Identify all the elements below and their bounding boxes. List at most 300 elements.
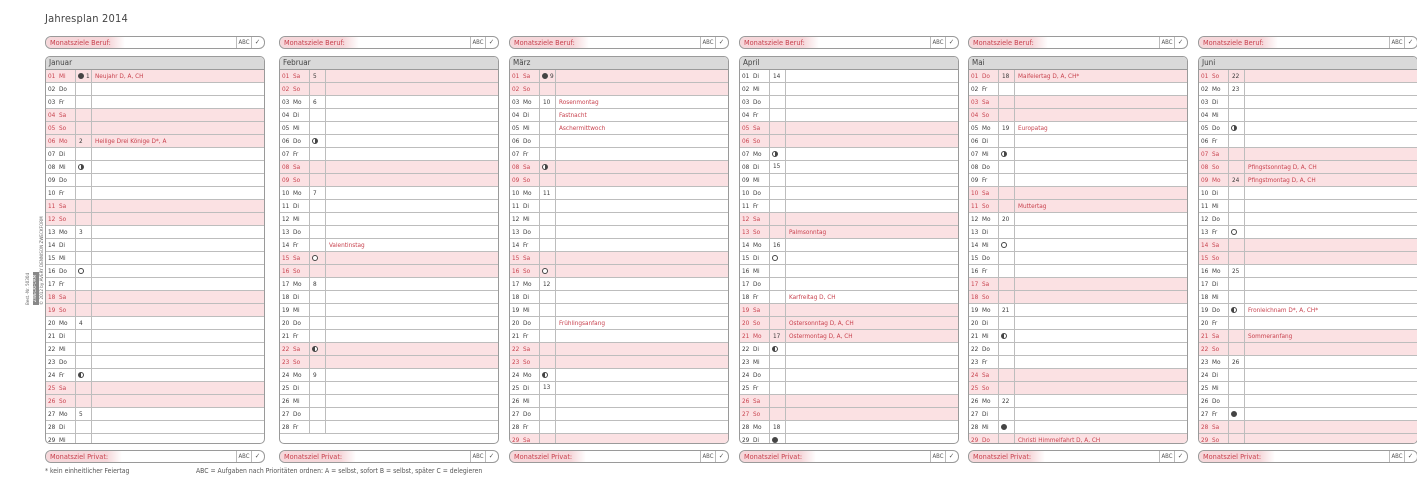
day-row[interactable] bbox=[740, 200, 958, 213]
day-row[interactable] bbox=[1199, 304, 1417, 317]
day-row[interactable] bbox=[969, 369, 1187, 382]
event-cell[interactable] bbox=[91, 343, 264, 355]
day-row[interactable] bbox=[510, 148, 728, 161]
event-cell[interactable] bbox=[785, 96, 958, 108]
day-row[interactable] bbox=[46, 343, 264, 356]
day-row[interactable] bbox=[740, 369, 958, 382]
event-cell[interactable] bbox=[1014, 239, 1187, 251]
day-row[interactable] bbox=[510, 330, 728, 343]
event-cell[interactable] bbox=[1244, 291, 1417, 303]
day-row[interactable] bbox=[280, 122, 498, 135]
monthly-goal-private-field[interactable] bbox=[1198, 450, 1417, 463]
event-cell[interactable] bbox=[91, 200, 264, 212]
day-row[interactable] bbox=[969, 356, 1187, 369]
event-cell[interactable] bbox=[785, 252, 958, 264]
day-row[interactable] bbox=[46, 382, 264, 395]
event-cell[interactable] bbox=[1014, 148, 1187, 160]
monthly-goal-private-field[interactable] bbox=[509, 450, 729, 463]
day-row[interactable] bbox=[1199, 122, 1417, 135]
day-row[interactable] bbox=[510, 382, 728, 395]
day-row[interactable] bbox=[969, 70, 1187, 83]
event-cell[interactable]: Pfingstsonntag D, A, CH bbox=[1244, 161, 1417, 173]
day-row[interactable] bbox=[969, 83, 1187, 96]
day-row[interactable] bbox=[510, 226, 728, 239]
event-cell[interactable] bbox=[785, 83, 958, 95]
day-row[interactable] bbox=[740, 252, 958, 265]
event-cell[interactable] bbox=[325, 187, 498, 199]
day-row[interactable] bbox=[740, 317, 958, 330]
day-row[interactable] bbox=[1199, 382, 1417, 395]
event-cell[interactable] bbox=[91, 421, 264, 433]
event-cell[interactable] bbox=[1014, 252, 1187, 264]
event-cell[interactable] bbox=[325, 122, 498, 134]
event-cell[interactable] bbox=[1244, 135, 1417, 147]
event-cell[interactable] bbox=[1014, 187, 1187, 199]
check-icon[interactable]: ✓ bbox=[251, 451, 263, 462]
event-cell[interactable] bbox=[1014, 343, 1187, 355]
day-row[interactable] bbox=[969, 317, 1187, 330]
event-cell[interactable]: Fronleichnam D*, A, CH* bbox=[1244, 304, 1417, 316]
day-row[interactable] bbox=[969, 343, 1187, 356]
event-cell[interactable]: Europatag bbox=[1014, 122, 1187, 134]
event-cell[interactable] bbox=[1014, 369, 1187, 381]
day-row[interactable] bbox=[740, 382, 958, 395]
day-row[interactable] bbox=[740, 304, 958, 317]
event-cell[interactable] bbox=[555, 70, 728, 82]
day-row[interactable] bbox=[510, 187, 728, 200]
day-row[interactable] bbox=[510, 83, 728, 96]
day-row[interactable] bbox=[740, 356, 958, 369]
check-icon[interactable]: ✓ bbox=[485, 451, 497, 462]
event-cell[interactable]: Fastnacht bbox=[555, 109, 728, 121]
event-cell[interactable] bbox=[1244, 356, 1417, 368]
day-row[interactable] bbox=[969, 187, 1187, 200]
day-row[interactable] bbox=[46, 278, 264, 291]
day-row[interactable] bbox=[46, 395, 264, 408]
event-cell[interactable] bbox=[785, 200, 958, 212]
event-cell[interactable] bbox=[555, 239, 728, 251]
day-row[interactable] bbox=[969, 304, 1187, 317]
event-cell[interactable] bbox=[325, 213, 498, 225]
event-cell[interactable] bbox=[91, 278, 264, 290]
event-cell[interactable] bbox=[91, 291, 264, 303]
event-cell[interactable] bbox=[91, 304, 264, 316]
day-row[interactable] bbox=[510, 356, 728, 369]
event-cell[interactable] bbox=[785, 343, 958, 355]
day-row[interactable] bbox=[510, 135, 728, 148]
event-cell[interactable] bbox=[555, 356, 728, 368]
event-cell[interactable] bbox=[91, 109, 264, 121]
event-cell[interactable] bbox=[1014, 161, 1187, 173]
event-cell[interactable] bbox=[325, 252, 498, 264]
event-cell[interactable] bbox=[1014, 109, 1187, 121]
monthly-goal-work-field[interactable] bbox=[968, 36, 1188, 49]
monthly-goal-private-pill[interactable] bbox=[968, 450, 1188, 463]
event-cell[interactable] bbox=[91, 226, 264, 238]
event-cell[interactable] bbox=[325, 70, 498, 82]
day-row[interactable] bbox=[46, 369, 264, 382]
event-cell[interactable] bbox=[325, 291, 498, 303]
event-cell[interactable] bbox=[555, 330, 728, 342]
day-row[interactable] bbox=[740, 122, 958, 135]
event-cell[interactable] bbox=[555, 187, 728, 199]
day-row[interactable] bbox=[1199, 317, 1417, 330]
day-row[interactable] bbox=[1199, 200, 1417, 213]
day-row[interactable] bbox=[969, 135, 1187, 148]
day-row[interactable] bbox=[969, 408, 1187, 421]
day-row[interactable] bbox=[280, 304, 498, 317]
event-cell[interactable] bbox=[1244, 148, 1417, 160]
event-cell[interactable] bbox=[91, 213, 264, 225]
event-cell[interactable] bbox=[1014, 265, 1187, 277]
day-row[interactable] bbox=[740, 408, 958, 421]
day-row[interactable] bbox=[1199, 343, 1417, 356]
event-cell[interactable] bbox=[91, 356, 264, 368]
day-row[interactable] bbox=[969, 226, 1187, 239]
day-row[interactable] bbox=[280, 395, 498, 408]
event-cell[interactable] bbox=[325, 226, 498, 238]
day-row[interactable] bbox=[1199, 148, 1417, 161]
day-row[interactable] bbox=[1199, 330, 1417, 343]
day-row[interactable] bbox=[46, 317, 264, 330]
day-row[interactable] bbox=[1199, 70, 1417, 83]
day-row[interactable] bbox=[46, 213, 264, 226]
event-cell[interactable] bbox=[91, 395, 264, 407]
event-cell[interactable] bbox=[91, 382, 264, 394]
event-cell[interactable]: Christi Himmelfahrt D, A, CH bbox=[1014, 434, 1187, 444]
event-cell[interactable] bbox=[91, 161, 264, 173]
check-icon[interactable]: ✓ bbox=[251, 37, 263, 48]
event-cell[interactable] bbox=[91, 148, 264, 160]
day-row[interactable] bbox=[510, 304, 728, 317]
monthly-goal-private-field[interactable] bbox=[968, 450, 1188, 463]
day-row[interactable] bbox=[510, 395, 728, 408]
event-cell[interactable] bbox=[555, 304, 728, 316]
event-cell[interactable] bbox=[1014, 174, 1187, 186]
day-row[interactable] bbox=[969, 291, 1187, 304]
day-row[interactable] bbox=[969, 239, 1187, 252]
monthly-goal-private-pill[interactable] bbox=[509, 450, 729, 463]
event-cell[interactable] bbox=[325, 109, 498, 121]
event-cell[interactable] bbox=[785, 122, 958, 134]
day-row[interactable] bbox=[740, 70, 958, 83]
event-cell[interactable] bbox=[785, 369, 958, 381]
event-cell[interactable] bbox=[555, 291, 728, 303]
day-row[interactable] bbox=[46, 109, 264, 122]
day-row[interactable] bbox=[46, 70, 264, 83]
day-row[interactable] bbox=[740, 395, 958, 408]
day-row[interactable] bbox=[740, 226, 958, 239]
event-cell[interactable] bbox=[1244, 109, 1417, 121]
day-row[interactable] bbox=[740, 330, 958, 343]
check-icon[interactable]: ✓ bbox=[715, 451, 727, 462]
day-row[interactable] bbox=[280, 265, 498, 278]
day-row[interactable] bbox=[969, 278, 1187, 291]
day-row[interactable] bbox=[1199, 161, 1417, 174]
day-row[interactable] bbox=[510, 239, 728, 252]
event-cell[interactable] bbox=[325, 343, 498, 355]
day-row[interactable] bbox=[740, 161, 958, 174]
day-row[interactable] bbox=[1199, 213, 1417, 226]
event-cell[interactable] bbox=[785, 70, 958, 82]
event-cell[interactable] bbox=[1244, 343, 1417, 355]
day-row[interactable] bbox=[46, 421, 264, 434]
day-row[interactable] bbox=[280, 148, 498, 161]
event-cell[interactable] bbox=[1014, 213, 1187, 225]
day-row[interactable] bbox=[280, 278, 498, 291]
day-row[interactable] bbox=[46, 265, 264, 278]
day-row[interactable] bbox=[510, 96, 728, 109]
event-cell[interactable]: Muttertag bbox=[1014, 200, 1187, 212]
event-cell[interactable] bbox=[1014, 395, 1187, 407]
day-row[interactable] bbox=[280, 356, 498, 369]
day-row[interactable] bbox=[510, 122, 728, 135]
event-cell[interactable] bbox=[91, 265, 264, 277]
day-row[interactable] bbox=[740, 343, 958, 356]
day-row[interactable] bbox=[280, 70, 498, 83]
day-row[interactable] bbox=[280, 369, 498, 382]
event-cell[interactable] bbox=[1014, 135, 1187, 147]
day-row[interactable] bbox=[510, 291, 728, 304]
event-cell[interactable] bbox=[91, 369, 264, 381]
day-row[interactable] bbox=[740, 174, 958, 187]
day-row[interactable] bbox=[510, 174, 728, 187]
event-cell[interactable] bbox=[555, 434, 728, 444]
day-row[interactable] bbox=[740, 265, 958, 278]
event-cell[interactable] bbox=[785, 304, 958, 316]
event-cell[interactable] bbox=[555, 83, 728, 95]
event-cell[interactable] bbox=[325, 395, 498, 407]
event-cell[interactable] bbox=[1014, 291, 1187, 303]
event-cell[interactable]: Valentinstag bbox=[325, 239, 498, 251]
day-row[interactable] bbox=[969, 161, 1187, 174]
day-row[interactable] bbox=[969, 434, 1187, 444]
day-row[interactable] bbox=[280, 291, 498, 304]
event-cell[interactable]: Maifeiertag D, A, CH* bbox=[1014, 70, 1187, 82]
day-row[interactable] bbox=[1199, 135, 1417, 148]
check-icon[interactable]: ✓ bbox=[945, 37, 957, 48]
event-cell[interactable] bbox=[325, 200, 498, 212]
day-row[interactable] bbox=[510, 252, 728, 265]
day-row[interactable] bbox=[510, 109, 728, 122]
day-row[interactable] bbox=[969, 109, 1187, 122]
event-cell[interactable] bbox=[325, 408, 498, 420]
event-cell[interactable]: Heilige Drei Könige D*, A bbox=[91, 135, 264, 147]
event-cell[interactable] bbox=[1244, 382, 1417, 394]
day-row[interactable] bbox=[969, 421, 1187, 434]
check-icon[interactable]: ✓ bbox=[485, 37, 497, 48]
event-cell[interactable] bbox=[91, 239, 264, 251]
event-cell[interactable] bbox=[785, 161, 958, 173]
event-cell[interactable] bbox=[555, 135, 728, 147]
event-cell[interactable] bbox=[1244, 265, 1417, 277]
day-row[interactable] bbox=[1199, 291, 1417, 304]
event-cell[interactable] bbox=[325, 135, 498, 147]
day-row[interactable] bbox=[280, 174, 498, 187]
day-row[interactable] bbox=[969, 174, 1187, 187]
day-row[interactable] bbox=[1199, 356, 1417, 369]
day-row[interactable] bbox=[280, 109, 498, 122]
day-row[interactable] bbox=[969, 382, 1187, 395]
event-cell[interactable] bbox=[1014, 96, 1187, 108]
event-cell[interactable] bbox=[325, 421, 498, 433]
event-cell[interactable] bbox=[1014, 226, 1187, 238]
event-cell[interactable] bbox=[1244, 96, 1417, 108]
event-cell[interactable] bbox=[325, 317, 498, 329]
event-cell[interactable] bbox=[91, 330, 264, 342]
day-row[interactable] bbox=[1199, 174, 1417, 187]
event-cell[interactable] bbox=[325, 96, 498, 108]
day-row[interactable] bbox=[280, 408, 498, 421]
day-row[interactable] bbox=[1199, 408, 1417, 421]
day-row[interactable] bbox=[46, 408, 264, 421]
day-row[interactable] bbox=[969, 213, 1187, 226]
day-row[interactable] bbox=[280, 343, 498, 356]
day-row[interactable] bbox=[510, 421, 728, 434]
day-row[interactable] bbox=[1199, 109, 1417, 122]
day-row[interactable] bbox=[740, 278, 958, 291]
day-row[interactable] bbox=[280, 330, 498, 343]
day-row[interactable] bbox=[280, 200, 498, 213]
event-cell[interactable] bbox=[325, 330, 498, 342]
day-row[interactable] bbox=[46, 122, 264, 135]
day-row[interactable] bbox=[280, 421, 498, 434]
event-cell[interactable] bbox=[555, 369, 728, 381]
event-cell[interactable] bbox=[325, 161, 498, 173]
day-row[interactable] bbox=[46, 135, 264, 148]
event-cell[interactable] bbox=[91, 408, 264, 420]
day-row[interactable] bbox=[280, 96, 498, 109]
event-cell[interactable] bbox=[785, 421, 958, 433]
day-row[interactable] bbox=[46, 161, 264, 174]
event-cell[interactable] bbox=[1014, 330, 1187, 342]
check-icon[interactable]: ✓ bbox=[1174, 451, 1186, 462]
day-row[interactable] bbox=[510, 278, 728, 291]
event-cell[interactable] bbox=[91, 174, 264, 186]
event-cell[interactable] bbox=[1014, 421, 1187, 433]
event-cell[interactable] bbox=[1244, 239, 1417, 251]
day-row[interactable] bbox=[280, 213, 498, 226]
day-row[interactable] bbox=[46, 83, 264, 96]
event-cell[interactable]: Pfingstmontag D, A, CH bbox=[1244, 174, 1417, 186]
event-cell[interactable]: Palmsonntag bbox=[785, 226, 958, 238]
monthly-goal-private-field[interactable] bbox=[45, 450, 265, 463]
day-row[interactable] bbox=[969, 96, 1187, 109]
event-cell[interactable] bbox=[555, 382, 728, 394]
check-icon[interactable]: ✓ bbox=[1174, 37, 1186, 48]
event-cell[interactable] bbox=[785, 187, 958, 199]
monthly-goal-work-field[interactable] bbox=[279, 36, 499, 49]
event-cell[interactable] bbox=[325, 278, 498, 290]
event-cell[interactable] bbox=[555, 213, 728, 225]
day-row[interactable] bbox=[510, 265, 728, 278]
event-cell[interactable] bbox=[1014, 83, 1187, 95]
day-row[interactable] bbox=[46, 174, 264, 187]
event-cell[interactable] bbox=[1014, 278, 1187, 290]
event-cell[interactable]: Sommeranfang bbox=[1244, 330, 1417, 342]
event-cell[interactable] bbox=[1244, 408, 1417, 420]
day-row[interactable] bbox=[969, 200, 1187, 213]
event-cell[interactable] bbox=[1244, 213, 1417, 225]
event-cell[interactable] bbox=[1244, 421, 1417, 433]
event-cell[interactable] bbox=[785, 109, 958, 121]
event-cell[interactable] bbox=[555, 226, 728, 238]
event-cell[interactable] bbox=[325, 174, 498, 186]
day-row[interactable] bbox=[46, 304, 264, 317]
event-cell[interactable] bbox=[325, 148, 498, 160]
event-cell[interactable] bbox=[1244, 434, 1417, 444]
event-cell[interactable] bbox=[91, 122, 264, 134]
event-cell[interactable] bbox=[785, 265, 958, 277]
day-row[interactable] bbox=[1199, 395, 1417, 408]
day-row[interactable] bbox=[46, 187, 264, 200]
check-icon[interactable]: ✓ bbox=[715, 37, 727, 48]
event-cell[interactable] bbox=[1244, 122, 1417, 134]
monthly-goal-work-field[interactable] bbox=[739, 36, 959, 49]
event-cell[interactable] bbox=[1244, 252, 1417, 264]
day-row[interactable] bbox=[740, 213, 958, 226]
day-row[interactable] bbox=[1199, 265, 1417, 278]
monthly-goal-private-pill[interactable] bbox=[739, 450, 959, 463]
event-cell[interactable] bbox=[785, 135, 958, 147]
day-row[interactable] bbox=[740, 96, 958, 109]
event-cell[interactable] bbox=[555, 408, 728, 420]
event-cell[interactable] bbox=[555, 395, 728, 407]
day-row[interactable] bbox=[510, 200, 728, 213]
day-row[interactable] bbox=[969, 330, 1187, 343]
event-cell[interactable] bbox=[91, 96, 264, 108]
event-cell[interactable] bbox=[785, 382, 958, 394]
event-cell[interactable] bbox=[555, 200, 728, 212]
day-row[interactable] bbox=[1199, 187, 1417, 200]
day-row[interactable] bbox=[740, 83, 958, 96]
day-row[interactable] bbox=[46, 291, 264, 304]
day-row[interactable] bbox=[46, 148, 264, 161]
event-cell[interactable] bbox=[1014, 304, 1187, 316]
event-cell[interactable]: Frühlingsanfang bbox=[555, 317, 728, 329]
event-cell[interactable] bbox=[1014, 382, 1187, 394]
day-row[interactable] bbox=[280, 382, 498, 395]
day-row[interactable] bbox=[46, 200, 264, 213]
monthly-goal-private-pill[interactable] bbox=[45, 450, 265, 463]
day-row[interactable] bbox=[740, 109, 958, 122]
check-icon[interactable]: ✓ bbox=[945, 451, 957, 462]
event-cell[interactable] bbox=[325, 356, 498, 368]
day-row[interactable] bbox=[280, 239, 498, 252]
event-cell[interactable] bbox=[1014, 408, 1187, 420]
event-cell[interactable] bbox=[785, 174, 958, 186]
day-row[interactable] bbox=[280, 317, 498, 330]
day-row[interactable] bbox=[510, 70, 728, 83]
day-row[interactable] bbox=[740, 421, 958, 434]
event-cell[interactable] bbox=[1014, 317, 1187, 329]
monthly-goal-private-field[interactable] bbox=[279, 450, 499, 463]
event-cell[interactable] bbox=[1244, 369, 1417, 381]
day-row[interactable] bbox=[1199, 96, 1417, 109]
day-row[interactable] bbox=[46, 434, 264, 444]
event-cell[interactable]: Aschermittwoch bbox=[555, 122, 728, 134]
day-row[interactable] bbox=[740, 291, 958, 304]
event-cell[interactable]: Ostersonntag D, A, CH bbox=[785, 317, 958, 329]
day-row[interactable] bbox=[280, 161, 498, 174]
event-cell[interactable] bbox=[91, 434, 264, 444]
event-cell[interactable] bbox=[325, 369, 498, 381]
day-row[interactable] bbox=[740, 239, 958, 252]
day-row[interactable] bbox=[969, 122, 1187, 135]
day-row[interactable] bbox=[46, 330, 264, 343]
day-row[interactable] bbox=[969, 265, 1187, 278]
day-row[interactable] bbox=[1199, 421, 1417, 434]
